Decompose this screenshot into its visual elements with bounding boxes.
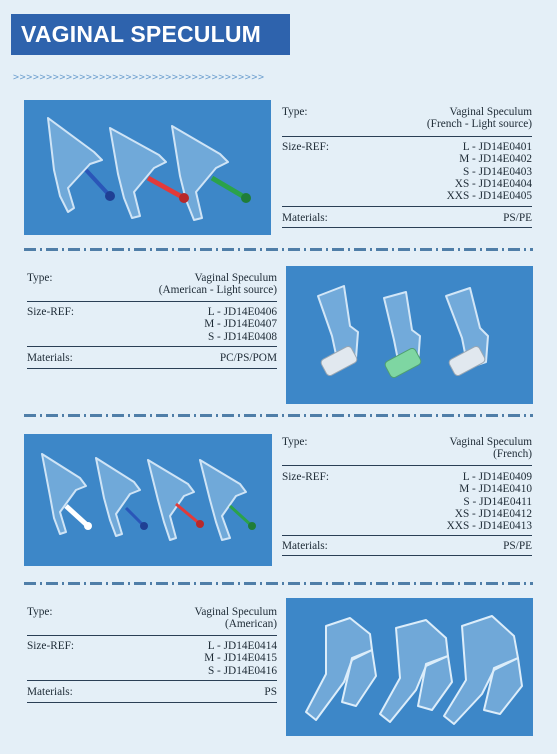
spec-table-3 — [282, 436, 532, 556]
red-light-rod — [148, 178, 184, 198]
size-ref-list: L - JD14E0401 M - JD14E0402 S - JD14E0403 XS - JD14E0404 XXS - JD14E0405 — [446, 141, 532, 203]
size-ref-label: Size-REF: — [282, 141, 330, 153]
type-label: Type: — [282, 436, 308, 448]
size-ref-list: L - JD14E0406 M - JD14E0407 S - JD14E0408 — [204, 306, 277, 343]
size-ref-label: Size-REF: — [27, 306, 75, 318]
materials-value: PC/PS/POM — [219, 352, 277, 364]
materials-value: PS — [264, 686, 277, 698]
product-photo-french — [24, 434, 272, 566]
materials-value: PS/PE — [503, 212, 532, 224]
section-divider — [24, 248, 533, 251]
materials-label: Materials: — [282, 212, 328, 224]
type-value: Vaginal Speculum (American - Light source) — [158, 272, 277, 297]
blue-light-rod — [86, 170, 110, 196]
materials-label: Materials: — [27, 352, 73, 364]
spec-table-4 — [27, 606, 277, 704]
size-ref-list: L - JD14E0409 M - JD14E0410 S - JD14E0411 XS - JD14E0412 XXS - JD14E0413 — [446, 471, 532, 533]
product-photo-french-light-source — [24, 100, 271, 235]
type-label: Type: — [282, 106, 308, 118]
materials-label: Materials: — [27, 686, 73, 698]
size-ref-label: Size-REF: — [27, 640, 75, 652]
spec-table-2 — [27, 272, 277, 370]
green-light-rod — [212, 178, 246, 198]
materials-value: PS/PE — [503, 540, 532, 552]
type-label: Type: — [27, 606, 53, 618]
product-photo-american-light-source — [286, 266, 533, 404]
materials-label: Materials: — [282, 540, 328, 552]
page-title: VAGINAL SPECULUM — [11, 14, 290, 55]
type-value: Vaginal Speculum (French - Light source) — [426, 106, 532, 131]
type-value: Vaginal Speculum (French) — [449, 436, 532, 461]
product-photo-american — [286, 598, 533, 736]
type-label: Type: — [27, 272, 53, 284]
size-ref-label: Size-REF: — [282, 471, 330, 483]
section-divider — [24, 414, 533, 417]
spec-table-1 — [282, 104, 532, 228]
type-value: Vaginal Speculum (American) — [194, 606, 277, 631]
section-divider — [24, 582, 533, 585]
size-ref-list: L - JD14E0414 M - JD14E0415 S - JD14E0416 — [204, 640, 277, 677]
arrow-divider: >>>>>>>>>>>>>>>>>>>>>>>>>>>>>>>>>>>>>> — [13, 72, 265, 83]
